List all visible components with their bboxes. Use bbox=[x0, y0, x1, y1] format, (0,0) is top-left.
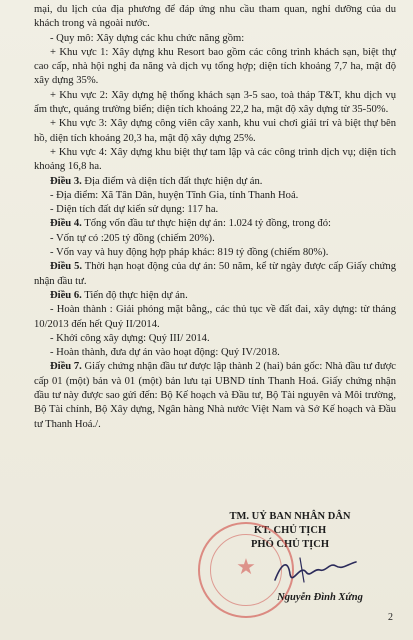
article-7-paragraph bbox=[34, 360, 396, 431]
article-3-area: - Diện tích đất dự kiến sử dụng: 117 ha. bbox=[50, 204, 219, 216]
article-4-heading bbox=[34, 217, 396, 231]
article-7-label: Điều 7. bbox=[50, 361, 82, 373]
article-5-label: Điều 5. bbox=[50, 261, 83, 273]
zone-2-paragraph: + Khu vực 2: Xây dựng hệ thống khách sạn 3-5 sao, toà tháp T&T, khu dịch vụ ẩm thực, quảng trường biển; diện tích khoảng 22,2 ha, mật độ xây dựng từ 35-50%. bbox=[34, 89, 396, 116]
article-6-label: Điều 6. bbox=[50, 289, 82, 301]
article-6-item-3: - Hoàn thành, đưa dự án vào hoạt động: Quý IV/2018. bbox=[50, 347, 280, 359]
article-3-heading bbox=[34, 175, 396, 189]
article-5-paragraph bbox=[34, 260, 396, 289]
article-3-location: - Địa điểm: Xã Tân Dân, huyện Tĩnh Gia, tỉnh Thanh Hoá. bbox=[50, 189, 299, 201]
article-3-title: Địa điểm và diện tích đất thực hiện dự án. bbox=[81, 175, 263, 187]
article-7-text: Giấy chứng nhận đầu tư được lập thành 2 (hai) bản gốc: Nhà đầu tư được cấp 01 (một) bản và 01 (một) bản lưu tại UBND tỉnh Thanh Hoá. Giấy chứng nhận đầu tư này được sao gửi đến: Bộ Kế hoạch và Đầu tư, Bộ Tài nguyên và Môi trường, Bộ Tài chính, Bộ Xây dựng, Ngân hàng Nhà nước Việt Nam và Sở Kế hoạch và Đầu tư Thanh Hoá./. bbox=[34, 361, 397, 430]
article-5-text: Thời hạn hoạt động của dự án: 50 năm, kể từ ngày được cấp Giấy chứng nhận đầu tư. bbox=[34, 261, 397, 287]
scale-line: - Quy mô: Xây dựng các khu chức năng gồm: bbox=[50, 32, 245, 44]
signer-name: Nguyễn Đình Xứng bbox=[277, 592, 363, 603]
article-6-heading bbox=[34, 289, 396, 303]
page-number: 2 bbox=[388, 612, 393, 623]
signature-title: PHÓ CHỦ TỊCH bbox=[251, 539, 329, 550]
article-6-item-1: - Hoàn thành : Giải phóng mặt bằng,, các thủ tục về đất đai, xây dựng: từ tháng 10/2013 đến hết Quý II/2014. bbox=[34, 304, 396, 330]
article-3-label: Điều 3. bbox=[50, 175, 82, 187]
document-body bbox=[34, 3, 396, 432]
zone-4-paragraph: + Khu vực 4: Xây dựng khu biệt thự tam lập và các công trình dịch vụ; diện tích khoảng 16,8 ha. bbox=[34, 146, 396, 173]
zone-3-paragraph: + Khu vực 3: Xây dựng công viên cây xanh, khu vui chơi giải trí và biệt thự bên hồ, diện tích khoảng 20,3 ha, mật độ xây dựng 25%. bbox=[34, 118, 396, 144]
handwritten-signature-icon bbox=[270, 552, 360, 592]
signature-org: TM. UỶ BAN NHÂN DÂN bbox=[229, 511, 351, 522]
signature-role: KT. CHỦ TỊCH bbox=[253, 525, 327, 536]
article-4-title: Tổng vốn đầu tư thực hiện dự án: 1.024 tỷ đồng, trong đó: bbox=[81, 218, 331, 230]
article-6-item-2: - Khởi công xây dựng: Quý III/ 2014. bbox=[50, 332, 210, 344]
article-4-label: Điều 4. bbox=[50, 218, 82, 230]
intro-paragraph: mại, du lịch của địa phương để đáp ứng nhu cầu tham quan, nghỉ dưỡng của du khách trong và ngoài nước. bbox=[34, 4, 396, 30]
article-4-loan-capital: - Vốn vay và huy động hợp pháp khác: 819 tỷ đồng (chiếm 80%). bbox=[50, 247, 329, 259]
article-6-title: Tiến độ thực hiện dự án. bbox=[81, 289, 188, 301]
zone-1-paragraph: + Khu vực 1: Xây dựng khu Resort bao gồm các công trình khách sạn, biệt thự cao cấp, nhà hội nghị đa năng và dịch vụ tổng hợp; diện tích khoảng 7,7 ha, mật độ xây dựng 35%. bbox=[34, 46, 396, 87]
article-4-own-capital: - Vốn tự có :205 tỷ đồng (chiếm 20%). bbox=[50, 232, 215, 244]
